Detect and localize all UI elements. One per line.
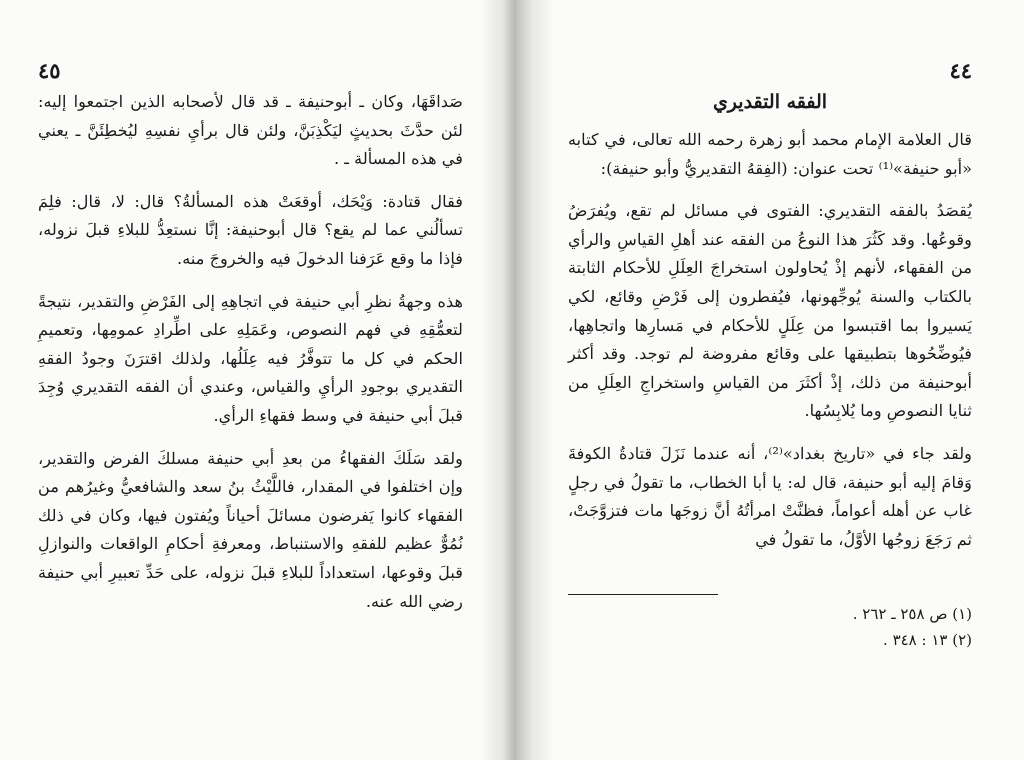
right-page xyxy=(540,0,1024,760)
paragraph: صَداقَهَا، وكان ـ أبوحنيفة ـ قد قال لأصحابه الذين اجتمعوا إليه: لئن حدَّثَ بحديثٍ ليَكْذِبَنَّ، ولئن قال برأيِ نفسِهِ ليُخطِئَنَّ ـ يعني في هذه المسألة ـ . xyxy=(38,92,463,169)
footnote: (٢) ١٣ : ٣٤٨ . xyxy=(883,631,972,650)
section-title: الفقه التقديري xyxy=(712,91,828,113)
paragraph: قال العلامة الإمام محمد أبو زهرة رحمه الله تعالى، في كتابه «أبو حنيفة»⁽¹⁾ تحت عنوان: (الفِقهُ التقديريُّ وأبو حنيفة): xyxy=(568,130,972,178)
left-page xyxy=(0,0,505,760)
page-number: ٤٥ xyxy=(38,58,61,83)
paragraph: يُقصَدُ بالفقه التقديري: الفتوى في مسائل لم تقع، ويُفرَضُ وقوعُها. وقد كَثُرَ هذا النوعُ من الفقه عند أهلِ القياسِ والرأي من الفقهاء، لأنهم إذْ يُحاولون استخراجَ العِلَلِ للأحكام الثابتة بالكتاب والسنة يُوجِّهونها، فيُفطرون إلى فَرْضِ وقائع، لكي يَسيروا بما اقتبسوا من عِلَلٍ للأحكام في مَسارِها واتجاهِها، فيُوضِّحُوها بتطبيقها على وقائع مفروضة لم توجد. وقد أكثر أبوحنيفة من ذلك، إذْ أكثَرَ من القياسِ واستخراجِ العِلَلِ من ثنايا النصوصِ وما يُلابِسُها. xyxy=(568,201,972,421)
footnote: (١) ص ٢٥٨ ـ ٢٦٢ . xyxy=(852,605,972,624)
paragraph: فقال قتادة: وَيْحَك، أوقعَتْ هذه المسألةُ؟ قال: لا، قال: فلِمَ تسألُني عما لم يقع؟ قال أبوحنيفة: إنَّا نستعِدُّ للبلاءِ قبلَ نزوله، فإذا ما وقع عَرَفنا الدخولَ فيه والخروجَ منه. xyxy=(38,191,463,268)
paragraph: ولقد جاء في «تاريخ بغداد»⁽²⁾، أنه عندما نَزَلَ قتادةُ الكوفةَ وَقامَ إليه أبو حنيفة، قال له: يا أبا الخطاب، ما تقولُ في رجلٍ غاب عن أهله أعواماً، فظنَّتْ امرأتُهُ أنَّ زوجَها مات فتزوَّجَتْ، ثم رَجَعَ زوجُها الأوَّلُ، ما تقولُ في xyxy=(568,443,973,549)
footnote-divider xyxy=(568,594,718,595)
page-number: ٤٤ xyxy=(949,58,972,83)
paragraph: هذه وجهةُ نظرِ أبي حنيفة في اتجاهِهِ إلى الفَرْضِ والتقدير، نتيجةً لتعمُّقِهِ في فهم النصوص، وعَمَلِهِ على اطِّرادِ عمومِها، وتعميمِ الحكم في كل ما تتوفَّرُ فيه عِلَلُها، ولذلك اقترَنَ وجودُ الفقهِ التقديري بوجودِ الرأيِ والقياس، وعندي أن الفقه التقديري وُجِدَ قبلَ أبي حنيفة في وسط فقهاءِ الرأي. xyxy=(38,291,463,425)
paragraph: ولقد سَلَكَ الفقهاءُ من بعدِ أبي حنيفة مسلكَ الفرض والتقدير، وإن اختلفوا في المقدار، فاللَّيْثُ بنُ سعد والشافعيُّ وغيرُهم من الفقهاء كانوا يَفرضون مسائلَ أحياناً ويُفتون فيها، وكان في ذلك نُمُوٌّ عظيم للفقهِ والاستنباط، ومعرفةِ أحكامِ الواقعات والنوازلِ قبلَ وقوعها، استعداداً للبلاءِ قبلَ نزوله، على حَدِّ تعبيرِ أبي حنيفة رضي الله عنه. xyxy=(38,448,463,611)
